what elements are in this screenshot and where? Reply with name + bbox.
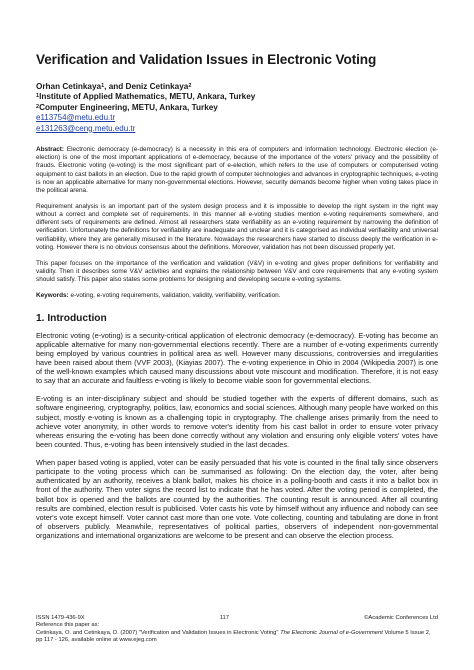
affiliation-superscript: 1: [36, 93, 40, 100]
footer-citation: [36, 630, 438, 645]
abstract-paragraph: [36, 146, 438, 195]
keywords: [36, 292, 438, 300]
author-superscript: 2: [188, 83, 192, 89]
affiliation-text: Institute of Applied Mathematics, METU, Ankara, Turkey: [39, 92, 256, 102]
footer-row: [36, 615, 438, 622]
abstract-paragraph: Requirement analysis is an important part of the system design process and it is impossible to develop the right system in the right way without a correct and complete set of requirements. In this manner all e-voting studies mention e-voting requirements somewhere, and different sets of requirements are defined. Almost all researchers state verifiability as an e-voting requirement by narrowing the definition of verification. Unfortunately the definitions for verifiability are inadequate and unclear and it is categorised as individual verifiability and universal verifiability, where they are generally misused in the literature. Nowadays the researchers have started to discuss deeply the verification in e-voting. However there is no obvious consensus about the definitions. Moreover, validation has not been discussed properly yet.: [36, 202, 438, 251]
keywords-label: Keywords:: [36, 292, 69, 300]
footer-issn: ISSN 1479-436-9X: [36, 615, 85, 621]
author-line: [36, 82, 438, 92]
email-link[interactable]: e113754@metu.edu.tr: [36, 113, 116, 123]
keywords-text: e-voting, e-voting requirements, validation, validity, verifiability, verification.: [68, 292, 281, 300]
body-paragraph: When paper based voting is applied, voter can be easily persuaded that his vote is counted in the final tally since observers participate to the voting process which can be summarised as following: On the election day, the voter, after being authenticated by an authority, receives a blank ballot, makes his choice in a polling-booth and casts it into a ballot box in front of the authority. Then voter signs the record list to indicate that he has voted. After the voting period is completed, the ballot box is opened and the ballots are counted by the authorities. The counting result is announced. After all counting results are combined, election result is publicised. Voter casts his vote by himself without any influence and nobody can see voter's vote except himself. Voter cannot cast more than one vote. Vote collecting, counting and tabulating are done in front of observers publicly. Meanwhile, representatives of political parties, observers of independent non-governmental organizations and international organizations are welcome to be present and can observe the election process.: [36, 458, 438, 541]
abstract-block: [36, 146, 438, 284]
citation-text: Cetinkaya, O. and Cetinkaya, D. (2007) "Verification and Validation Issues in Electronic Voting": [36, 629, 281, 636]
citation-journal: The Electronic Journal of e-Government: [280, 629, 383, 636]
abstract-text: Electronic democracy (e-democracy) is a necessity in this era of computers and information technology. Electronic election (e-election) is one of the most important applications of e-democracy, because of the importance of the voters' privacy and the possibility of frauds. Electronic voting (e-voting) is the most significant part of e-election, which refers to the use of computers or computerised voting equipment to cast ballots in an election. Due to the rapid growth of computer technologies and advances in cryptographic techniques, e-voting is now an applicable alternative for many non-governmental elections. However, security demands become higher when voting takes place in the political arena.: [36, 146, 438, 194]
author-conjunction: , and: [104, 82, 126, 91]
affiliation-text: Computer Engineering, METU, Ankara, Turkey: [39, 102, 218, 112]
affiliation-1: [36, 92, 438, 102]
abstract-label: Abstract:: [36, 146, 65, 154]
author-superscript: 1: [101, 83, 105, 89]
author-name: Orhan Cetinkaya: [36, 82, 102, 91]
author-name: Deniz Cetinkaya: [125, 82, 189, 91]
body-paragraph: E-voting is an inter-disciplinary subject and should be studied together with the experts of different domains, such as software engineering, cryptography, politics, law, economics and social sciences. Although many people have worked on this subject, mostly e-voting is known as a challenging topic in cryptography. The challenge arises primarily from the need to achieve voter anonymity, in other words to remove voter's identity from his cast ballot in order to ensure voter privacy whereas ensuring the e-voting has been done correctly without any violation and ensuring only eligible voters' votes have been counted. Thus, e-voting has been intensively studied in the last decades.: [36, 394, 438, 449]
paper-title: Verification and Validation Issues in Electronic Voting: [36, 52, 377, 67]
body-paragraph: Electronic voting (e-voting) is a security-critical application of electronic democracy (e-democracy). E-voting has become an applicable alternative for many non-governmental elections recently. There are a number of e-voting experiments currently being employed by various countries in political area as well. However many discussions, controversies and irregularities have been raised about them (VVF 2003), (Kiayias 2007). The e-voting experience in Ohio in 2004 (Wikipedia 2007) is one of the well-known examples which caused many discussions about vote miscount and modification. Therefore, it is not easy to say that an accurate and faultless e-voting is likely to become viable soon for governmental elections.: [36, 330, 438, 386]
footer-page-number: 117: [219, 615, 230, 621]
affiliation-superscript: 2: [36, 103, 40, 110]
footer-copyright: ©Academic Conferences Ltd: [364, 615, 438, 621]
affiliation-2: [36, 103, 438, 113]
page-footer: [36, 615, 438, 645]
footer-reference-intro: Reference this paper as:: [36, 622, 100, 629]
section-heading: 1. Introduction: [36, 312, 107, 324]
abstract-paragraph: This paper focuses on the importance of the verification and validation (V&V) in e-voting and gives proper definitions for verifiability and validity. Then it describes some V&V activities and explains the relationship between V&V and core requirements that any e-voting system should satisfy. This paper also states some problems for designing and developing secure e-voting systems.: [36, 259, 438, 284]
citation-text: Volume 5 Issue 2, pp 117 - 126, available online at www.ejeg.com: [36, 629, 431, 644]
email-link[interactable]: e131263@ceng.metu.edu.tr: [36, 123, 136, 133]
paper-content: [36, 52, 438, 549]
email-list: [36, 113, 438, 134]
